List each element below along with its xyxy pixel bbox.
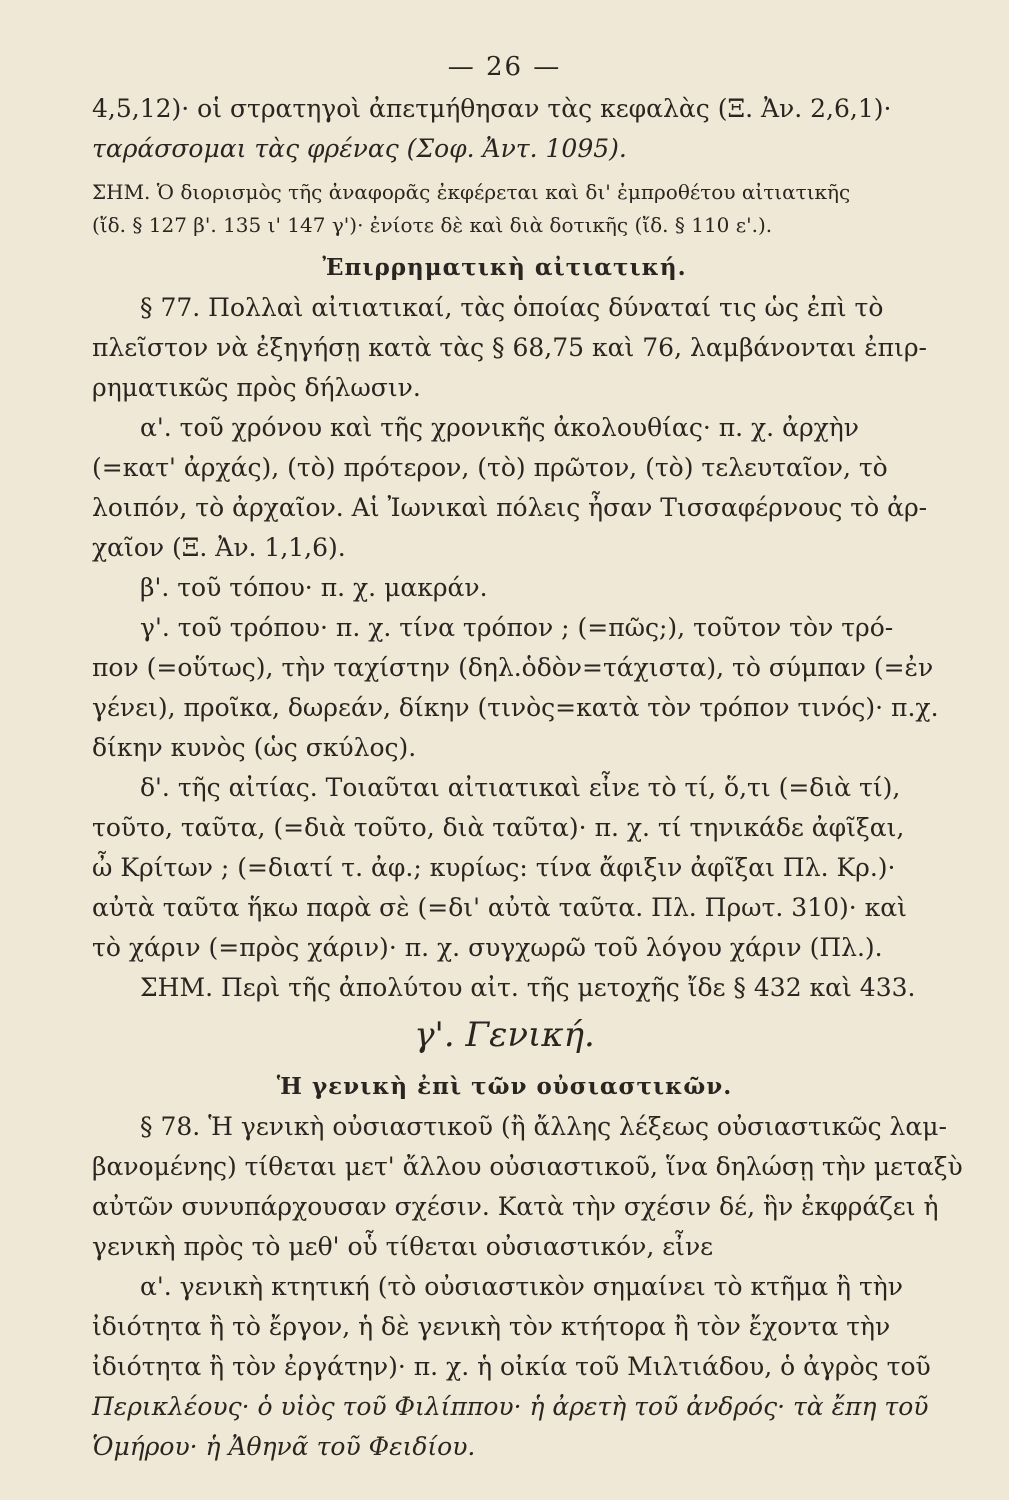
text-line: § 78. Ἡ γενικὴ οὐσιαστικοῦ (ἢ ἄλλης λέξεως οὐσιαστικῶς λαμ- bbox=[140, 1112, 947, 1141]
text-line: Ὁμήρου· ἡ Ἀθηνᾶ τοῦ Φειδίου. bbox=[92, 1432, 476, 1461]
text-line: ρηματικῶς πρὸς δήλωσιν. bbox=[92, 373, 421, 402]
text-line: δίκην κυνὸς (ὡς σκύλος). bbox=[92, 733, 417, 762]
page-number: — 26 — bbox=[447, 52, 562, 82]
note-line: ΣΗΜ. Ὁ διορισμὸς τῆς ἀναφορᾶς ἐκφέρεται καὶ δι' ἐμπροθέτου αἰτιατικῆς bbox=[92, 180, 851, 204]
text-line: χαῖον (Ξ. Ἀν. 1,1,6). bbox=[92, 533, 346, 562]
text-line: ἰδιότητα ἢ τὸν ἐργάτην)· π. χ. ἡ οἰκία τοῦ Μιλτιάδου, ὁ ἀγρὸς τοῦ bbox=[92, 1352, 931, 1381]
section-heading: Ἐπιρρηματικὴ αἰτιατική. bbox=[322, 254, 687, 281]
text-line: § 77. Πολλαὶ αἰτιατικαί, τὰς ὁποίας δύναταί τις ὡς ἐπὶ τὸ bbox=[140, 293, 884, 322]
text-line: ἰδιότητα ἢ τὸ ἔργον, ἡ δὲ γενικὴ τὸν κτήτορα ἢ τὸν ἔχοντα τὴν bbox=[92, 1312, 891, 1341]
text-line: γενικὴ πρὸς τὸ μεθ' οὗ τίθεται οὐσιαστικόν, εἶνε bbox=[92, 1232, 714, 1261]
text-line: βανομένης) τίθεται μετ' ἄλλου οὐσιαστικοῦ, ἵνα δηλώσῃ τὴν μεταξὺ bbox=[92, 1152, 963, 1181]
text-line: Περικλέους· ὁ υἱὸς τοῦ Φιλίππου· ἡ ἀρετὴ τοῦ ἀνδρός· τὰ ἔπη τοῦ bbox=[92, 1392, 929, 1421]
text-line: γ'. τοῦ τρόπου· π. χ. τίνα τρόπον ; (=πῶς;), τοῦτον τὸν τρό- bbox=[140, 613, 894, 642]
section-heading: Ἡ γενικὴ ἐπὶ τῶν οὐσιαστικῶν. bbox=[276, 1073, 733, 1100]
text-line: δ'. τῆς αἰτίας. Τοιαῦται αἰτιατικαὶ εἶνε τὸ τί, ὅ,τι (=διὰ τί), bbox=[140, 773, 901, 802]
text-line: λοιπόν, τὸ ἀρχαῖον. Αἱ Ἰωνικαὶ πόλεις ἦσαν Τισσαφέρνους τὸ ἀρ- bbox=[92, 493, 928, 522]
text-line: αὐτὰ ταῦτα ἥκω παρὰ σὲ (=δι' αὐτὰ ταῦτα. Πλ. Πρωτ. 310)· καὶ bbox=[92, 893, 907, 922]
text-line: ὦ Κρίτων ; (=διατί τ. ἀφ.; κυρίως: τίνα ἄφιξιν ἀφῖξαι Πλ. Κρ.)· bbox=[92, 853, 896, 882]
text-line: πον (=οὕτως), τὴν ταχίστην (δηλ.ὁδὸν=τάχιστα), τὸ σύμπαν (=ἐν bbox=[92, 653, 934, 682]
text-line: τοῦτο, ταῦτα, (=διὰ τοῦτο, διὰ ταῦτα)· π. χ. τί τηνικάδε ἀφῖξαι, bbox=[92, 813, 905, 842]
text-line: α'. γενικὴ κτητική (τὸ οὐσιαστικὸν σημαίνει τὸ κτῆμα ἢ τὴν bbox=[140, 1272, 903, 1301]
note-line: ΣΗΜ. Περὶ τῆς ἀπολύτου αἰτ. τῆς μετοχῆς ἴδε § 432 καὶ 433. bbox=[140, 973, 916, 1002]
text-line: α'. τοῦ χρόνου καὶ τῆς χρονικῆς ἀκολουθίας· π. χ. ἀρχὴν bbox=[140, 413, 859, 442]
text-line: αὐτῶν συνυπάρχουσαν σχέσιν. Κατὰ τὴν σχέσιν δέ, ἣν ἐκφράζει ἡ bbox=[92, 1192, 939, 1221]
note-line: (ἴδ. § 127 β'. 135 ι' 147 γ')· ἐνίοτε δὲ καὶ διὰ δοτικῆς (ἴδ. § 110 ε'.). bbox=[92, 213, 773, 237]
chapter-heading: γ'. Γενική. bbox=[414, 1015, 595, 1055]
text-line: ταράσσομαι τὰς φρένας (Σοφ. Ἀντ. 1095). bbox=[92, 134, 627, 163]
text-line: (=κατ' ἀρχάς), (τὸ) πρότερον, (τὸ) πρῶτον, (τὸ) τελευταῖον, τὸ bbox=[92, 453, 888, 482]
text-line: 4,5,12)· οἱ στρατηγοὶ ἀπετμήθησαν τὰς κεφαλὰς (Ξ. Ἀν. 2,6,1)· bbox=[92, 94, 892, 123]
text-line: γένει), προῖκα, δωρεάν, δίκην (τινὸς=κατὰ τὸν τρόπον τινός)· π.χ. bbox=[92, 693, 939, 722]
text-line: τὸ χάριν (=πρὸς χάριν)· π. χ. συγχωρῶ τοῦ λόγου χάριν (Πλ.). bbox=[92, 933, 883, 962]
text-line: β'. τοῦ τόπου· π. χ. μακράν. bbox=[140, 573, 488, 602]
text-line: πλεῖστον νὰ ἐξηγήσῃ κατὰ τὰς § 68,75 καὶ 76, λαμβάνονται ἐπιρ- bbox=[92, 333, 927, 362]
